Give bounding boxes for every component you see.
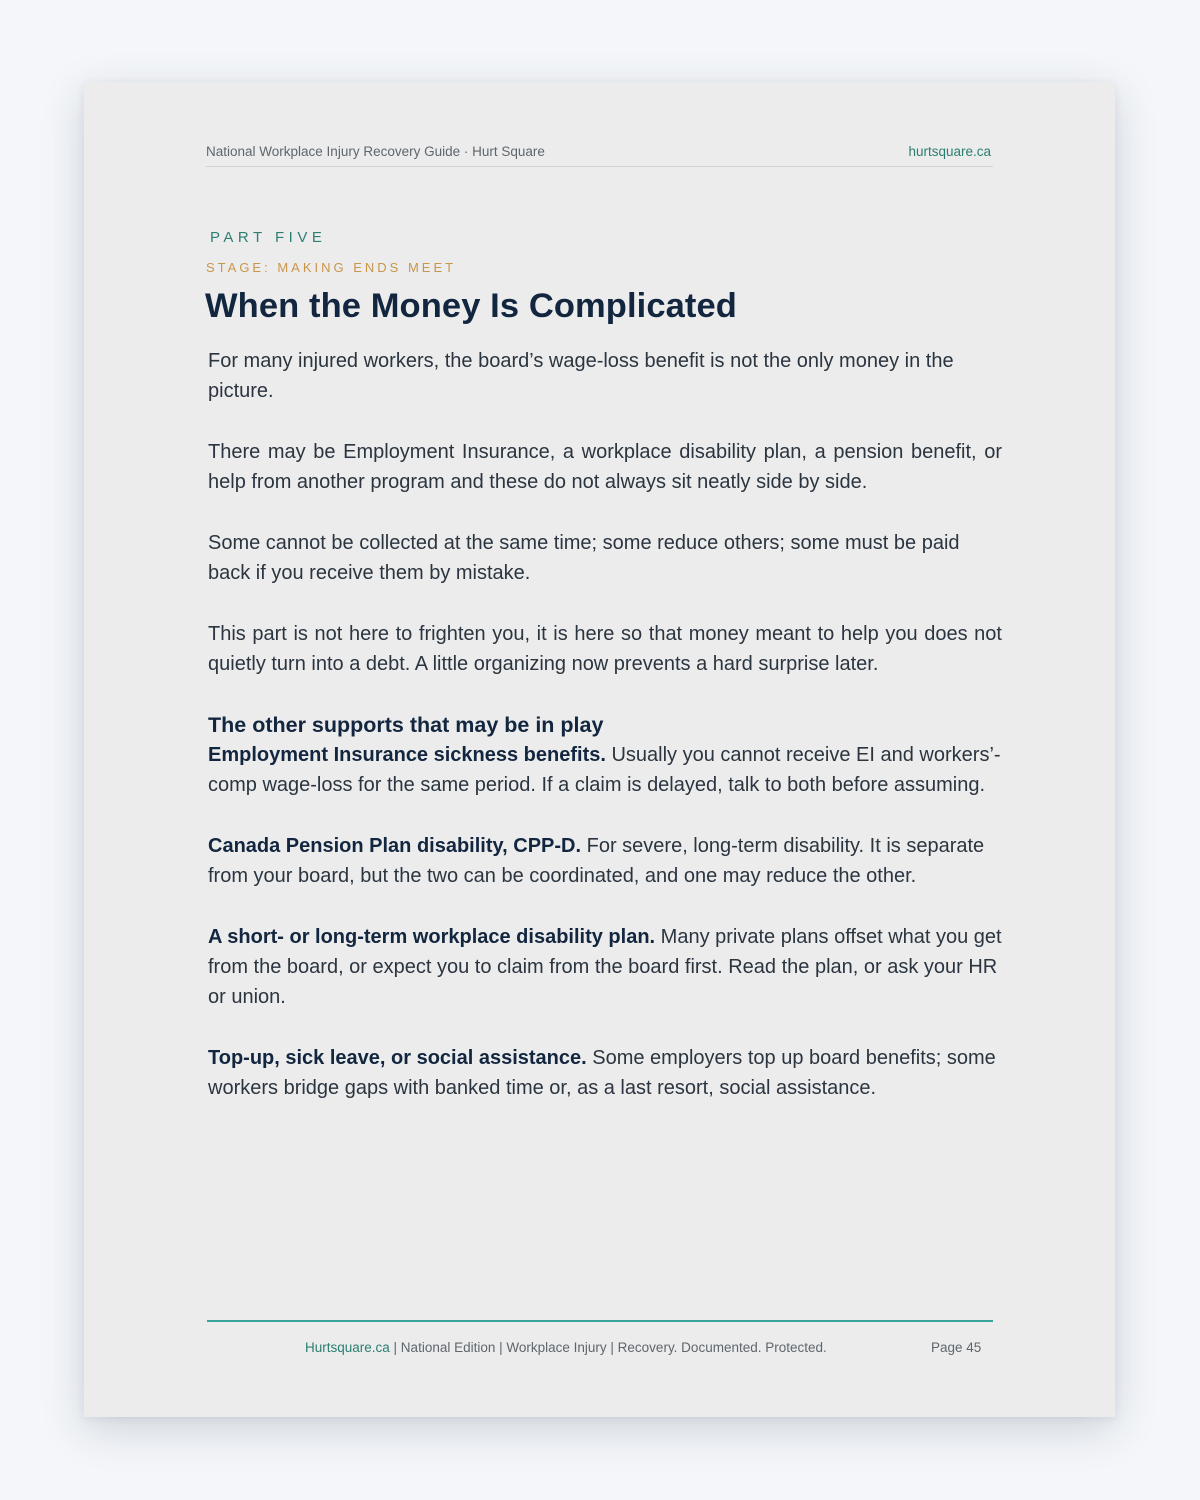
stage-label: STAGE: MAKING ENDS MEET xyxy=(206,260,457,275)
footer-tagline: | National Edition | Workplace Injury | Recovery. Documented. Protected. xyxy=(389,1340,827,1355)
running-header-title: National Workplace Injury Recovery Guide · Hurt Square xyxy=(206,144,545,159)
section-heading: The other supports that may be in play xyxy=(208,712,604,737)
page-number: Page 45 xyxy=(931,1340,982,1355)
part-label: PART FIVE xyxy=(210,229,327,246)
support-lead: Employment Insurance sickness benefits. xyxy=(208,743,606,766)
footer-brand-link[interactable]: Hurtsquare.ca xyxy=(305,1340,390,1355)
page-footer xyxy=(305,1340,827,1355)
document-page xyxy=(84,82,1115,1417)
support-text: Many private plans offset what you get from the board, or expect you to claim from the board first. Read the plan, or ask your HR or union. xyxy=(208,925,1002,1009)
support-lead: A short- or long-term workplace disability plan. xyxy=(208,925,656,948)
support-lead: Top-up, sick leave, or social assistance. xyxy=(208,1046,587,1069)
running-header-site-link[interactable]: hurtsquare.ca xyxy=(908,144,991,159)
page-title: When the Money Is Complicated xyxy=(205,287,737,325)
support-item-top-up xyxy=(208,1043,1002,1104)
support-item-cppd xyxy=(208,831,1002,892)
support-text: Some employers top up board benefits; some workers bridge gaps with banked time or, as a last resort, social assistance. xyxy=(208,1046,996,1100)
intro-paragraph: For many injured workers, the board’s wage-loss benefit is not the only money in the picture. xyxy=(208,350,954,403)
footer-divider xyxy=(207,1320,993,1322)
intro-paragraph: There may be Employment Insurance, a workplace disability plan, a pension benefit, or help from another program and these do not always sit neatly side by side. xyxy=(208,440,1002,494)
intro-paragraph: This part is not here to frighten you, it is here so that money meant to help you does not quietly turn into a debt. A little organizing now prevents a hard surprise later. xyxy=(208,622,1002,675)
body-text xyxy=(208,346,1002,1134)
support-item-ei xyxy=(208,740,1002,801)
intro-paragraph: Some cannot be collected at the same time; some reduce others; some must be paid back if you receive them by mistake. xyxy=(208,531,960,585)
support-lead: Canada Pension Plan disability, CPP-D. xyxy=(208,834,582,857)
support-text: Usually you cannot receive EI and workers’-comp wage-loss for the same period. If a claim is delayed, talk to both before assuming. xyxy=(208,743,1001,797)
running-header xyxy=(206,142,993,167)
support-text: For severe, long-term disability. It is separate from your board, but the two can be coordinated, and one may reduce the other. xyxy=(208,834,985,888)
support-item-disability-plan xyxy=(208,922,1002,1013)
